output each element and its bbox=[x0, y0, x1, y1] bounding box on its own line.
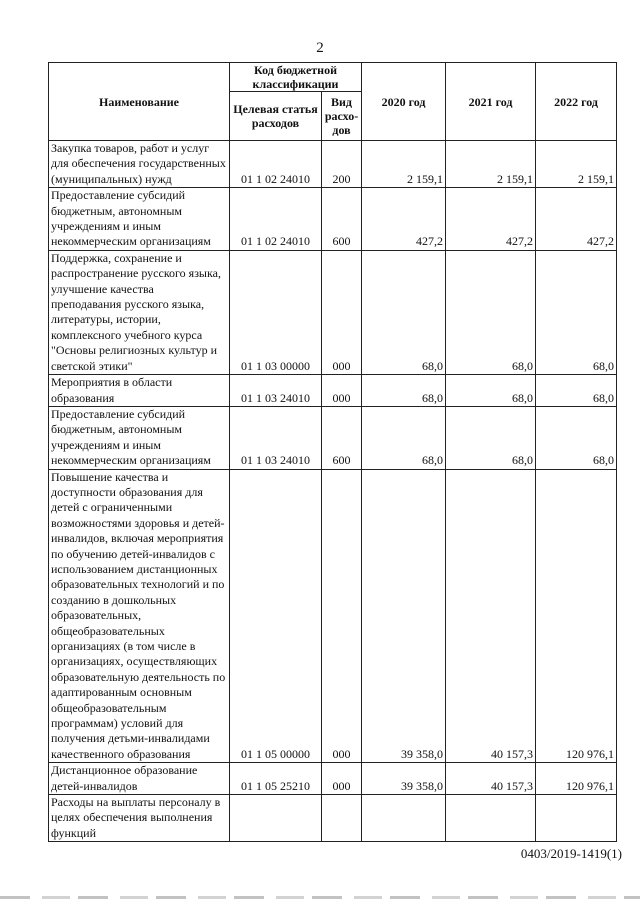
header-2021: 2021 год bbox=[446, 63, 536, 141]
cell-2020: 2 159,1 bbox=[362, 141, 446, 188]
cell-expense-type: 600 bbox=[322, 188, 362, 251]
cell-target-article: 01 1 02 24010 bbox=[230, 188, 322, 251]
cell-expense-type: 600 bbox=[322, 406, 362, 469]
cell-expense-type: 000 bbox=[322, 250, 362, 374]
table-row bbox=[49, 250, 617, 374]
header-target-article: Целевая статья расходов bbox=[230, 92, 322, 141]
cell-target-article: 01 1 03 24010 bbox=[230, 406, 322, 469]
table-row bbox=[49, 141, 617, 188]
cell-2021: 68,0 bbox=[446, 406, 536, 469]
cell-target-article bbox=[230, 795, 322, 842]
cell-2022: 120 976,1 bbox=[536, 469, 617, 763]
header-expense-type: Вид расхо-дов bbox=[322, 92, 362, 141]
cell-2020: 39 358,0 bbox=[362, 469, 446, 763]
cell-2021: 427,2 bbox=[446, 188, 536, 251]
cell-name: Повышение качества и доступности образования для детей с ограниченными возможностями здоровья и детей-инвалидов, включая мероприятия по обучению детей-инвалидов с использованием дистанционных образовательных технологий и по созданию в дошкольных образовательных, общеобразовательных организациях (в том числе в организациях, осуществляющих образовательную деятельность по адаптированным основным общеобразовательным программам) условий для получения детьми-инвалидами качественного образования bbox=[49, 469, 230, 763]
cell-target-article: 01 1 03 24010 bbox=[230, 375, 322, 407]
cell-2021: 2 159,1 bbox=[446, 141, 536, 188]
header-row-top bbox=[49, 63, 617, 92]
table-row bbox=[49, 406, 617, 469]
cell-expense-type: 000 bbox=[322, 469, 362, 763]
table-row bbox=[49, 469, 617, 763]
cell-2021: 40 157,3 bbox=[446, 469, 536, 763]
cell-2020: 68,0 bbox=[362, 406, 446, 469]
table-row bbox=[49, 763, 617, 795]
cell-name: Дистанционное образование детей-инвалидов bbox=[49, 763, 230, 795]
cell-target-article: 01 1 03 00000 bbox=[230, 250, 322, 374]
cell-2022: 2 159,1 bbox=[536, 141, 617, 188]
cell-name: Расходы на выплаты персоналу в целях обеспечения выполнения функций bbox=[49, 795, 230, 842]
cell-2022: 68,0 bbox=[536, 406, 617, 469]
cell-2020 bbox=[362, 795, 446, 842]
cell-2020: 39 358,0 bbox=[362, 763, 446, 795]
cell-2020: 68,0 bbox=[362, 250, 446, 374]
cell-2021: 68,0 bbox=[446, 250, 536, 374]
header-2022: 2022 год bbox=[536, 63, 617, 141]
cell-name: Предоставление субсидий бюджетным, автономным учреждениям и иным некоммерческим организациям bbox=[49, 188, 230, 251]
cell-expense-type: 000 bbox=[322, 375, 362, 407]
cell-target-article: 01 1 02 24010 bbox=[230, 141, 322, 188]
cell-name: Поддержка, сохранение и распространение русского языка, улучшение качества преподавания русского языка, литературы, истории, комплексного учебного курса "Основы религиозных культур и светской этики" bbox=[49, 250, 230, 374]
table-row bbox=[49, 795, 617, 842]
cell-2021 bbox=[446, 795, 536, 842]
cell-expense-type bbox=[322, 795, 362, 842]
cell-name: Закупка товаров, работ и услуг для обеспечения государственных (муниципальных) нужд bbox=[49, 141, 230, 188]
document-code: 0403/2019-1419(1) bbox=[520, 846, 622, 861]
header-kbk: Код бюджетной классификации bbox=[230, 63, 362, 92]
header-2020: 2020 год bbox=[362, 63, 446, 141]
table-row bbox=[49, 188, 617, 251]
budget-table bbox=[48, 62, 617, 842]
cell-2022 bbox=[536, 795, 617, 842]
cell-2022: 68,0 bbox=[536, 375, 617, 407]
scan-artifact-line bbox=[0, 896, 640, 899]
cell-expense-type: 000 bbox=[322, 763, 362, 795]
cell-name: Мероприятия в области образования bbox=[49, 375, 230, 407]
page-number: 2 bbox=[316, 40, 324, 56]
cell-2022: 427,2 bbox=[536, 188, 617, 251]
table-row bbox=[49, 375, 617, 407]
cell-2021: 68,0 bbox=[446, 375, 536, 407]
cell-expense-type: 200 bbox=[322, 141, 362, 188]
cell-2022: 68,0 bbox=[536, 250, 617, 374]
header-name: Наименование bbox=[49, 63, 230, 141]
cell-target-article: 01 1 05 00000 bbox=[230, 469, 322, 763]
cell-target-article: 01 1 05 25210 bbox=[230, 763, 322, 795]
cell-name: Предоставление субсидий бюджетным, автономным учреждениям и иным некоммерческим организациям bbox=[49, 406, 230, 469]
cell-2022: 120 976,1 bbox=[536, 763, 617, 795]
cell-2020: 427,2 bbox=[362, 188, 446, 251]
cell-2021: 40 157,3 bbox=[446, 763, 536, 795]
cell-2020: 68,0 bbox=[362, 375, 446, 407]
